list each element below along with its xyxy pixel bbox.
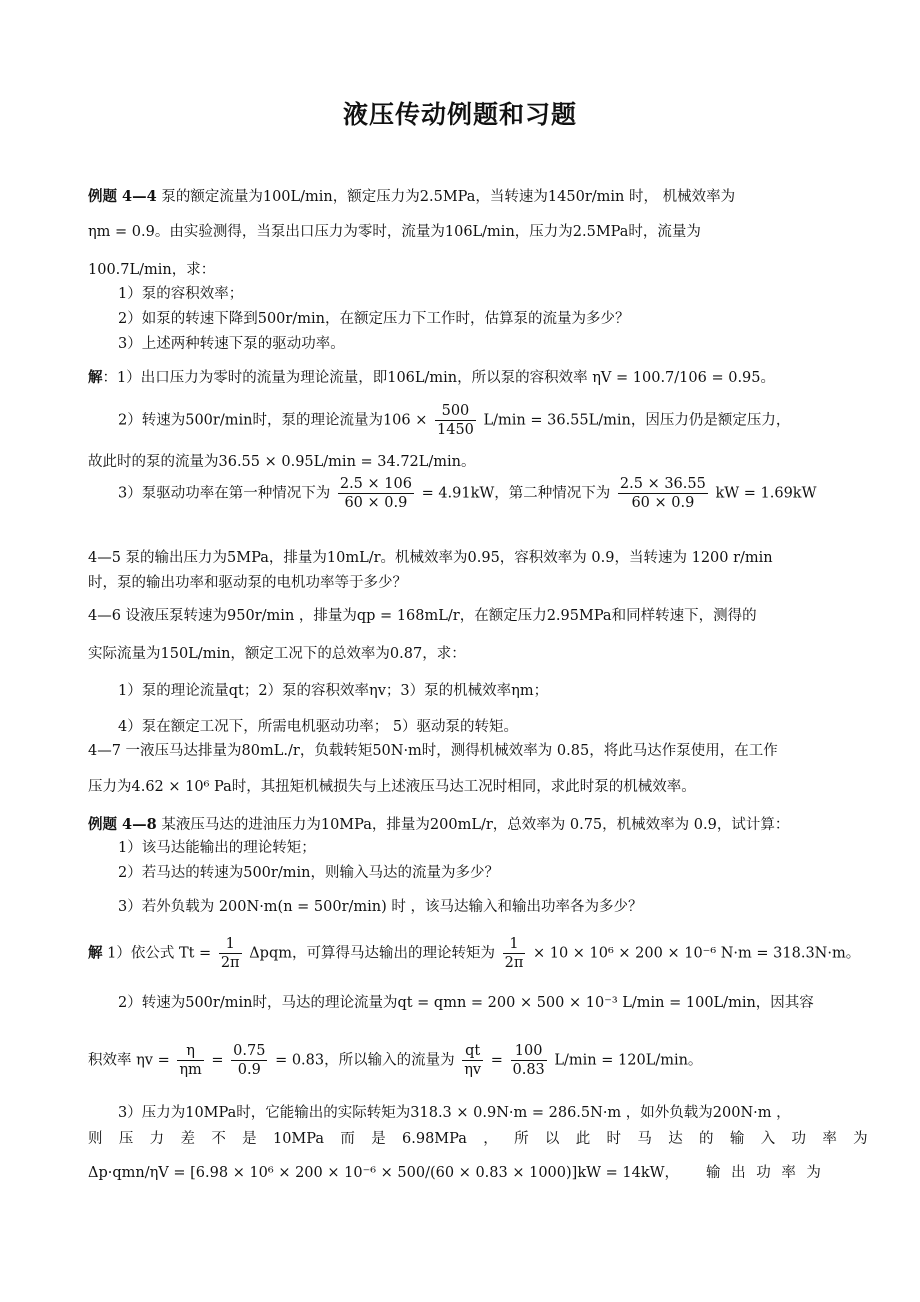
- spread-token: 而: [340, 1131, 355, 1147]
- example-text: 泵的额定流量为100L/min，额定压力为2.5MPa，当转速为1450r/min 时， 机械效率为: [161, 189, 736, 205]
- numerator: 1: [503, 935, 526, 954]
- spread-token: 率: [822, 1131, 837, 1147]
- solution-4-8-line-6: Δp·qmn/ηV = [6.98 × 10⁶ × 200 × 10⁻⁶ × 500/(60 × 0.83 × 1000)]kW = 14kW，: [88, 1165, 680, 1181]
- solution-4-8-line-4: 3）压力为10MPa时，它能输出的实际转矩为318.3 × 0.9N·m = 286.5N·m ，如外负载为200N·m ，: [118, 1105, 791, 1121]
- spread-token: 的: [699, 1131, 714, 1147]
- spread-token: 是: [371, 1131, 386, 1147]
- spread-token: 输: [729, 1131, 745, 1147]
- problem-4-5-line-2: 时，泵的输出功率和驱动泵的电机功率等于多少？: [88, 575, 407, 591]
- question-3: 3）若外负载为 200N·m(n = 500r/min) 时 ，该马达输入和输出功率各为多少？: [118, 899, 643, 915]
- formula-text: = 4.91kW，第二种情况下为: [421, 485, 611, 502]
- denominator: 60 × 0.9: [631, 495, 695, 511]
- question-2: 2）若马达的转速为500r/min，则输入马达的流量为多少？: [118, 865, 499, 881]
- spread-token: 差: [180, 1131, 195, 1147]
- fraction: [503, 935, 526, 972]
- fraction: [338, 475, 414, 512]
- fraction: [511, 1042, 547, 1079]
- solution-text: ：1）出口压力为零时的流量为理论流量，即106L/min，所以泵的容积效率 ηV = 100.7/106 = 0.95。: [102, 370, 775, 386]
- numerator: 500: [435, 402, 476, 421]
- numerator: qt: [462, 1042, 483, 1061]
- page-title: 液压传动例题和习题: [342, 100, 577, 129]
- problem-4-6-question-1: 1）泵的理论流量qt；2）泵的容积效率ηv；3）泵的机械效率ηm；: [118, 683, 549, 699]
- spread-token: 功: [791, 1131, 807, 1147]
- denominator: 0.9: [237, 1062, 261, 1078]
- solution-label: 解: [88, 369, 103, 386]
- solution-4-8-line-3: [88, 1042, 702, 1079]
- fraction: [462, 1042, 483, 1079]
- solution-4-8-line-2: 2）转速为500r/min时，马达的理论流量为qt = qmn = 200 × 500 × 10⁻³ L/min = 100L/min，因其容: [118, 995, 814, 1011]
- example-label: 例题 4—8: [88, 816, 157, 833]
- spread-token: 则: [88, 1131, 103, 1147]
- solution-4-8-line-6-tail: 输 出 功 率 为: [706, 1165, 821, 1181]
- example-label: 例题 4—4: [88, 188, 157, 205]
- formula-text: L/min = 120L/min。: [554, 1052, 703, 1069]
- spread-token: 达: [668, 1131, 683, 1147]
- formula-text: L/min = 36.55L/min，因压力仍是额定压力，: [483, 412, 791, 429]
- spread-token: 马: [637, 1131, 652, 1147]
- formula-text: =: [211, 1052, 224, 1069]
- denominator: 60 × 0.9: [344, 495, 408, 511]
- fraction: [435, 402, 476, 439]
- question-1: 1）泵的容积效率；: [118, 286, 244, 302]
- formula-text: = 0.83，所以输入的流量为: [275, 1052, 455, 1069]
- denominator: 2π: [504, 955, 524, 971]
- formula-text: 积效率 ηv =: [88, 1052, 170, 1069]
- formula-text: 2）转速为500r/min时，泵的理论流量为106 ×: [118, 412, 428, 429]
- question-3: 3）上述两种转速下泵的驱动功率。: [118, 336, 345, 352]
- spread-token: 不: [211, 1131, 226, 1147]
- spread-token: ，: [483, 1131, 498, 1147]
- fraction: [618, 475, 708, 512]
- example-4-8-line-1: [88, 815, 789, 835]
- spread-token: 6.98MPa: [402, 1131, 467, 1147]
- spread-token: 为: [853, 1131, 868, 1147]
- formula-text: Δpqm，可算得马达输出的理论转矩为: [249, 945, 495, 962]
- numerator: 0.75: [233, 1043, 266, 1059]
- formula-text: × 10 × 10⁶ × 200 × 10⁻⁶ N·m = 318.3N·m。: [532, 945, 861, 962]
- problem-4-7-line-2: 压力为4.62 × 10⁶ Pa时，其扭矩机械损失与上述液压马达工况时相同，求此时泵的机械效率。: [88, 779, 696, 795]
- problem-4-6-line-1: 4—6 设液压泵转速为950r/min ，排量为qp = 168mL/r，在额定压力2.95MPa和同样转速下，测得的: [88, 608, 757, 624]
- solution-4-4-line-3: 故此时的泵的流量为36.55 × 0.95L/min = 34.72L/min。: [88, 454, 476, 470]
- problem-4-7-line-1: 4—7 一液压马达排量为80mL./r，负载转矩50N·m时，测得机械效率为 0.85，将此马达作泵使用，在工作: [88, 743, 778, 759]
- solution-4-8-line-5: [88, 1129, 868, 1149]
- spread-token: 是: [242, 1131, 257, 1147]
- fraction: [219, 935, 242, 972]
- problem-4-6-line-2: 实际流量为150L/min，额定工况下的总效率为0.87，求：: [88, 646, 466, 662]
- solution-4-8-line-1: [88, 935, 860, 972]
- spread-token: 时: [606, 1131, 622, 1147]
- spread-token: 以: [544, 1131, 560, 1147]
- numerator: 1: [219, 935, 242, 954]
- spread-token: 压: [118, 1131, 134, 1147]
- solution-label: 解: [88, 944, 103, 962]
- spread-token: 10MPa: [272, 1131, 325, 1147]
- problem-4-5-line-1: 4—5 泵的输出压力为5MPa，排量为10mL/r。机械效率为0.95，容积效率为 0.9，当转速为 1200 r/min: [88, 550, 773, 566]
- example-4-4-line-2: ηm = 0.9。由实验测得，当泵出口压力为零时，流量为106L/min，压力为2.5MPa时，流量为: [88, 224, 701, 240]
- spread-token: 力: [149, 1131, 165, 1147]
- example-text: 某液压马达的进油压力为10MPa，排量为200mL/r，总效率为 0.75，机械效率为 0.9，试计算：: [161, 817, 790, 833]
- numerator: 2.5 × 106: [339, 476, 412, 492]
- fraction: [231, 1042, 267, 1079]
- formula-text: 1）依公式 Tt =: [107, 945, 212, 962]
- fraction: [177, 1042, 203, 1079]
- denominator: 2π: [220, 955, 240, 971]
- example-4-4-line-1: [88, 187, 735, 207]
- numerator: 2.5 × 36.55: [619, 476, 706, 492]
- solution-4-4-line-1: [88, 368, 775, 388]
- denominator: 1450: [437, 422, 474, 438]
- solution-4-4-line-4: [118, 475, 817, 512]
- numerator: 100: [511, 1042, 547, 1061]
- problem-4-6-question-2: 4）泵在额定工况下，所需电机驱动功率； 5）驱动泵的转矩。: [118, 719, 519, 735]
- question-2: 2）如泵的转速下降到500r/min，在额定压力下工作时，估算泵的流量为多少？: [118, 311, 630, 327]
- question-1: 1）该马达能输出的理论转矩；: [118, 840, 316, 856]
- denominator: 0.83: [512, 1062, 545, 1078]
- spread-token: 入: [760, 1131, 776, 1147]
- spread-token: 此: [575, 1131, 591, 1147]
- formula-text: kW = 1.69kW: [715, 485, 817, 502]
- denominator: ηv: [464, 1062, 482, 1078]
- denominator: ηm: [179, 1062, 202, 1078]
- solution-4-4-line-2: [118, 402, 790, 439]
- example-4-4-line-3: 100.7L/min，求：: [88, 262, 216, 278]
- formula-text: =: [490, 1052, 503, 1069]
- formula-text: 3）泵驱动功率在第一种情况下为: [118, 485, 331, 502]
- numerator: η: [177, 1042, 203, 1061]
- spread-token: 所: [514, 1131, 529, 1147]
